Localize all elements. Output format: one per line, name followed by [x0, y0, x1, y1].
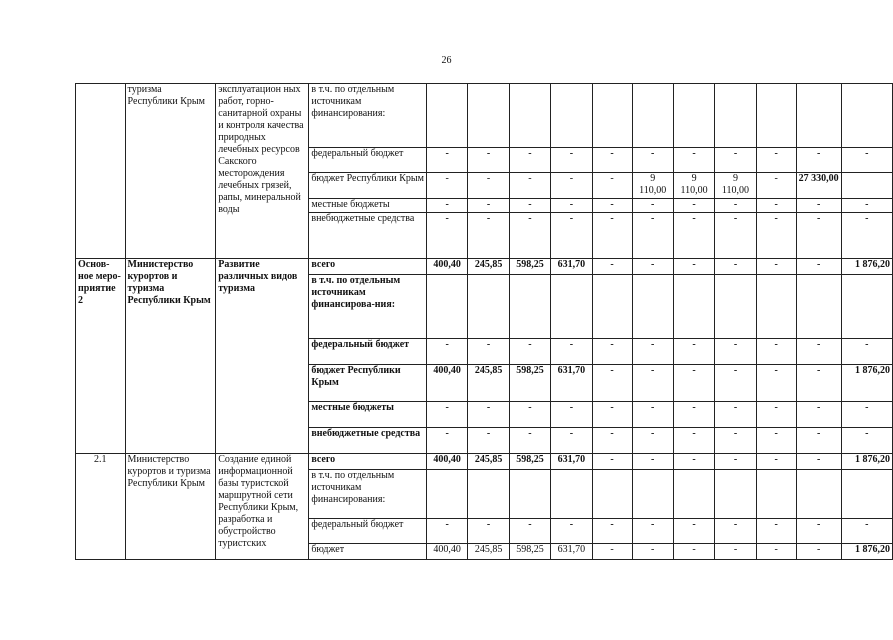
empty-value-dash: -	[673, 402, 714, 428]
empty-value-dash: -	[468, 428, 509, 454]
empty-value-dash: -	[592, 259, 632, 275]
empty-value-dash: -	[796, 402, 841, 428]
empty-cell	[426, 470, 467, 519]
code-cell	[76, 84, 126, 259]
empty-value-dash: -	[796, 213, 841, 259]
empty-value-dash: -	[673, 428, 714, 454]
empty-value-dash: -	[756, 339, 796, 365]
empty-value-dash: -	[592, 199, 632, 213]
empty-value-dash: -	[468, 213, 509, 259]
empty-cell	[632, 275, 673, 339]
funding-source-label: бюджет Республики Крым	[309, 365, 427, 402]
value-line: 110,00	[721, 185, 750, 196]
value-cell: 400,40	[426, 544, 467, 560]
funding-source-label: федеральный бюджет	[309, 519, 427, 544]
empty-value-dash: -	[551, 519, 592, 544]
empty-value-dash: -	[756, 428, 796, 454]
empty-value-dash: -	[426, 402, 467, 428]
empty-value-dash: -	[592, 213, 632, 259]
empty-value-dash: -	[841, 428, 892, 454]
empty-value-dash: -	[796, 339, 841, 365]
empty-value-dash: -	[551, 402, 592, 428]
empty-value-dash: -	[756, 259, 796, 275]
empty-value-dash: -	[673, 148, 714, 173]
empty-value-dash: -	[715, 428, 756, 454]
empty-value-dash: -	[796, 148, 841, 173]
empty-value-dash: -	[592, 173, 632, 199]
funding-source-label: всего	[309, 454, 427, 470]
empty-value-dash: -	[756, 365, 796, 402]
empty-value-dash: -	[551, 428, 592, 454]
empty-value-dash: -	[841, 213, 892, 259]
funding-source-label: федеральный бюджет	[309, 339, 427, 365]
empty-cell	[592, 275, 632, 339]
value-cell: 245,85	[468, 259, 509, 275]
empty-value-dash: -	[551, 148, 592, 173]
empty-value-dash: -	[841, 519, 892, 544]
empty-cell	[509, 470, 550, 519]
responsible-cell: Министерство курортов и туризма Республики Крым	[125, 259, 216, 454]
value-line: 9	[732, 173, 738, 184]
empty-value-dash: -	[592, 428, 632, 454]
empty-value-dash: -	[796, 454, 841, 470]
empty-cell	[841, 275, 892, 339]
code-cell: Основ-ное меро-приятие 2	[76, 259, 126, 454]
empty-cell	[796, 470, 841, 519]
total-cell: 1 876,20	[841, 259, 892, 275]
empty-cell	[715, 470, 756, 519]
empty-value-dash: -	[715, 259, 756, 275]
funding-source-label: бюджет	[309, 544, 427, 560]
empty-value-dash: -	[796, 259, 841, 275]
empty-value-dash: -	[673, 544, 714, 560]
empty-cell	[796, 275, 841, 339]
value-line: 110,00	[680, 185, 708, 196]
empty-value-dash: -	[632, 454, 673, 470]
empty-value-dash: -	[715, 454, 756, 470]
empty-cell	[756, 275, 796, 339]
empty-cell	[509, 84, 550, 148]
empty-value-dash: -	[426, 199, 467, 213]
empty-cell	[632, 84, 673, 148]
table-row	[76, 454, 893, 470]
measure-description: Развитие различных видов туризма	[216, 259, 309, 454]
empty-value-dash: -	[426, 428, 467, 454]
value-cell	[715, 173, 756, 199]
empty-value-dash: -	[468, 173, 509, 199]
empty-value-dash: -	[841, 339, 892, 365]
empty-value-dash: -	[673, 259, 714, 275]
empty-cell	[715, 84, 756, 148]
empty-cell	[509, 275, 550, 339]
empty-value-dash: -	[841, 148, 892, 173]
empty-value-dash: -	[673, 213, 714, 259]
empty-value-dash: -	[673, 454, 714, 470]
funding-source-label: местные бюджеты	[309, 199, 427, 213]
empty-cell	[426, 275, 467, 339]
empty-value-dash: -	[468, 339, 509, 365]
empty-value-dash: -	[551, 173, 592, 199]
empty-cell	[673, 84, 714, 148]
total-cell: 1 876,20	[841, 365, 892, 402]
empty-value-dash: -	[426, 148, 467, 173]
value-line: 110,00	[639, 185, 667, 196]
page-number: 26	[441, 55, 452, 66]
empty-value-dash: -	[632, 199, 673, 213]
empty-value-dash: -	[468, 148, 509, 173]
value-cell: 631,70	[551, 259, 592, 275]
value-cell: 245,85	[468, 544, 509, 560]
empty-cell	[468, 84, 509, 148]
empty-value-dash: -	[426, 173, 467, 199]
empty-value-dash: -	[468, 519, 509, 544]
empty-value-dash: -	[841, 199, 892, 213]
total-cell: 1 876,20	[841, 454, 892, 470]
empty-cell	[592, 470, 632, 519]
table-row	[76, 259, 893, 275]
empty-cell	[756, 84, 796, 148]
funding-source-label: внебюджетные средства	[309, 428, 427, 454]
value-cell: 245,85	[468, 365, 509, 402]
empty-value-dash: -	[592, 365, 632, 402]
empty-cell	[756, 470, 796, 519]
funding-source-label: федеральный бюджет	[309, 148, 427, 173]
value-cell: 598,25	[509, 259, 550, 275]
empty-value-dash: -	[673, 519, 714, 544]
empty-value-dash: -	[509, 173, 550, 199]
measure-description: Создание единой информационной базы туристской маршрутной сети Республики Крым, разработка и обустройство туристских	[216, 454, 309, 560]
funding-source-label: бюджет Республики Крым	[309, 173, 427, 199]
empty-value-dash: -	[673, 339, 714, 365]
empty-value-dash: -	[468, 199, 509, 213]
empty-value-dash: -	[509, 519, 550, 544]
empty-value-dash: -	[715, 402, 756, 428]
empty-value-dash: -	[426, 339, 467, 365]
empty-value-dash: -	[715, 365, 756, 402]
empty-value-dash: -	[756, 213, 796, 259]
value-cell: 631,70	[551, 365, 592, 402]
empty-value-dash: -	[796, 365, 841, 402]
empty-value-dash: -	[796, 199, 841, 213]
empty-value-dash: -	[551, 213, 592, 259]
empty-value-dash: -	[592, 402, 632, 428]
empty-value-dash: -	[715, 213, 756, 259]
responsible-cell: туризма Республики Крым	[125, 84, 216, 259]
empty-value-dash: -	[592, 148, 632, 173]
empty-value-dash: -	[756, 519, 796, 544]
empty-value-dash: -	[592, 339, 632, 365]
funding-source-label: внебюджетные средства	[309, 213, 427, 259]
value-cell: 631,70	[551, 454, 592, 470]
empty-value-dash: -	[509, 339, 550, 365]
empty-value-dash: -	[715, 148, 756, 173]
funding-source-label: в т.ч. по отдельным источникам финансирования:	[309, 84, 427, 148]
empty-cell	[592, 84, 632, 148]
measure-description: эксплуатацион ных работ, горно-санитарной охраны и контроля качества природных лечебных ресурсов Сакского месторождения лечебных грязей, рапы, минеральной воды	[216, 84, 309, 259]
empty-value-dash: -	[756, 173, 796, 199]
total-cell: 1 876,20	[841, 544, 892, 560]
empty-value-dash: -	[756, 454, 796, 470]
empty-value-dash: -	[509, 199, 550, 213]
empty-value-dash: -	[756, 544, 796, 560]
empty-value-dash: -	[632, 148, 673, 173]
empty-value-dash: -	[426, 213, 467, 259]
empty-cell	[551, 470, 592, 519]
empty-value-dash: -	[592, 519, 632, 544]
empty-value-dash: -	[715, 519, 756, 544]
empty-cell	[841, 84, 892, 148]
empty-cell	[673, 275, 714, 339]
funding-source-label: всего	[309, 259, 427, 275]
empty-value-dash: -	[632, 544, 673, 560]
empty-value-dash: -	[551, 199, 592, 213]
empty-value-dash: -	[715, 339, 756, 365]
empty-value-dash: -	[632, 428, 673, 454]
funding-table	[75, 83, 893, 560]
value-cell: 245,85	[468, 454, 509, 470]
empty-value-dash: -	[796, 519, 841, 544]
funding-source-label: в т.ч. по отдельным источникам финансирова-ния:	[309, 275, 427, 339]
empty-value-dash: -	[756, 402, 796, 428]
empty-value-dash: -	[509, 402, 550, 428]
empty-value-dash: -	[673, 365, 714, 402]
value-line: 9	[650, 173, 656, 184]
empty-value-dash: -	[632, 519, 673, 544]
empty-value-dash: -	[509, 213, 550, 259]
empty-cell	[632, 470, 673, 519]
empty-value-dash: -	[673, 199, 714, 213]
empty-cell	[841, 173, 892, 199]
empty-value-dash: -	[756, 199, 796, 213]
empty-value-dash: -	[796, 428, 841, 454]
empty-value-dash: -	[509, 148, 550, 173]
empty-cell	[796, 84, 841, 148]
value-cell: 631,70	[551, 544, 592, 560]
table-row	[76, 84, 893, 148]
value-cell: 598,25	[509, 544, 550, 560]
empty-value-dash: -	[632, 365, 673, 402]
empty-value-dash: -	[632, 259, 673, 275]
empty-value-dash: -	[632, 339, 673, 365]
value-cell: 400,40	[426, 259, 467, 275]
value-line: 9	[691, 173, 697, 184]
value-cell	[632, 173, 673, 199]
total-cell: 27 330,00	[796, 173, 841, 199]
empty-cell	[715, 275, 756, 339]
empty-value-dash: -	[468, 402, 509, 428]
empty-cell	[673, 470, 714, 519]
responsible-cell: Министерство курортов и туризма Республики Крым	[125, 454, 216, 560]
empty-value-dash: -	[715, 544, 756, 560]
funding-source-label: местные бюджеты	[309, 402, 427, 428]
empty-value-dash: -	[551, 339, 592, 365]
value-cell	[673, 173, 714, 199]
empty-value-dash: -	[592, 454, 632, 470]
empty-cell	[426, 84, 467, 148]
empty-value-dash: -	[715, 199, 756, 213]
empty-cell	[551, 275, 592, 339]
empty-cell	[468, 470, 509, 519]
value-cell: 400,40	[426, 454, 467, 470]
funding-source-label: в т.ч. по отдельным источникам финансирования:	[309, 470, 427, 519]
empty-value-dash: -	[509, 428, 550, 454]
empty-value-dash: -	[632, 213, 673, 259]
value-cell: 598,25	[509, 454, 550, 470]
empty-cell	[551, 84, 592, 148]
empty-cell	[468, 275, 509, 339]
empty-value-dash: -	[632, 402, 673, 428]
empty-value-dash: -	[756, 148, 796, 173]
empty-value-dash: -	[796, 544, 841, 560]
value-cell: 400,40	[426, 365, 467, 402]
empty-cell	[841, 470, 892, 519]
code-cell: 2.1	[76, 454, 126, 560]
empty-value-dash: -	[426, 519, 467, 544]
empty-value-dash: -	[592, 544, 632, 560]
empty-value-dash: -	[841, 402, 892, 428]
value-cell: 598,25	[509, 365, 550, 402]
